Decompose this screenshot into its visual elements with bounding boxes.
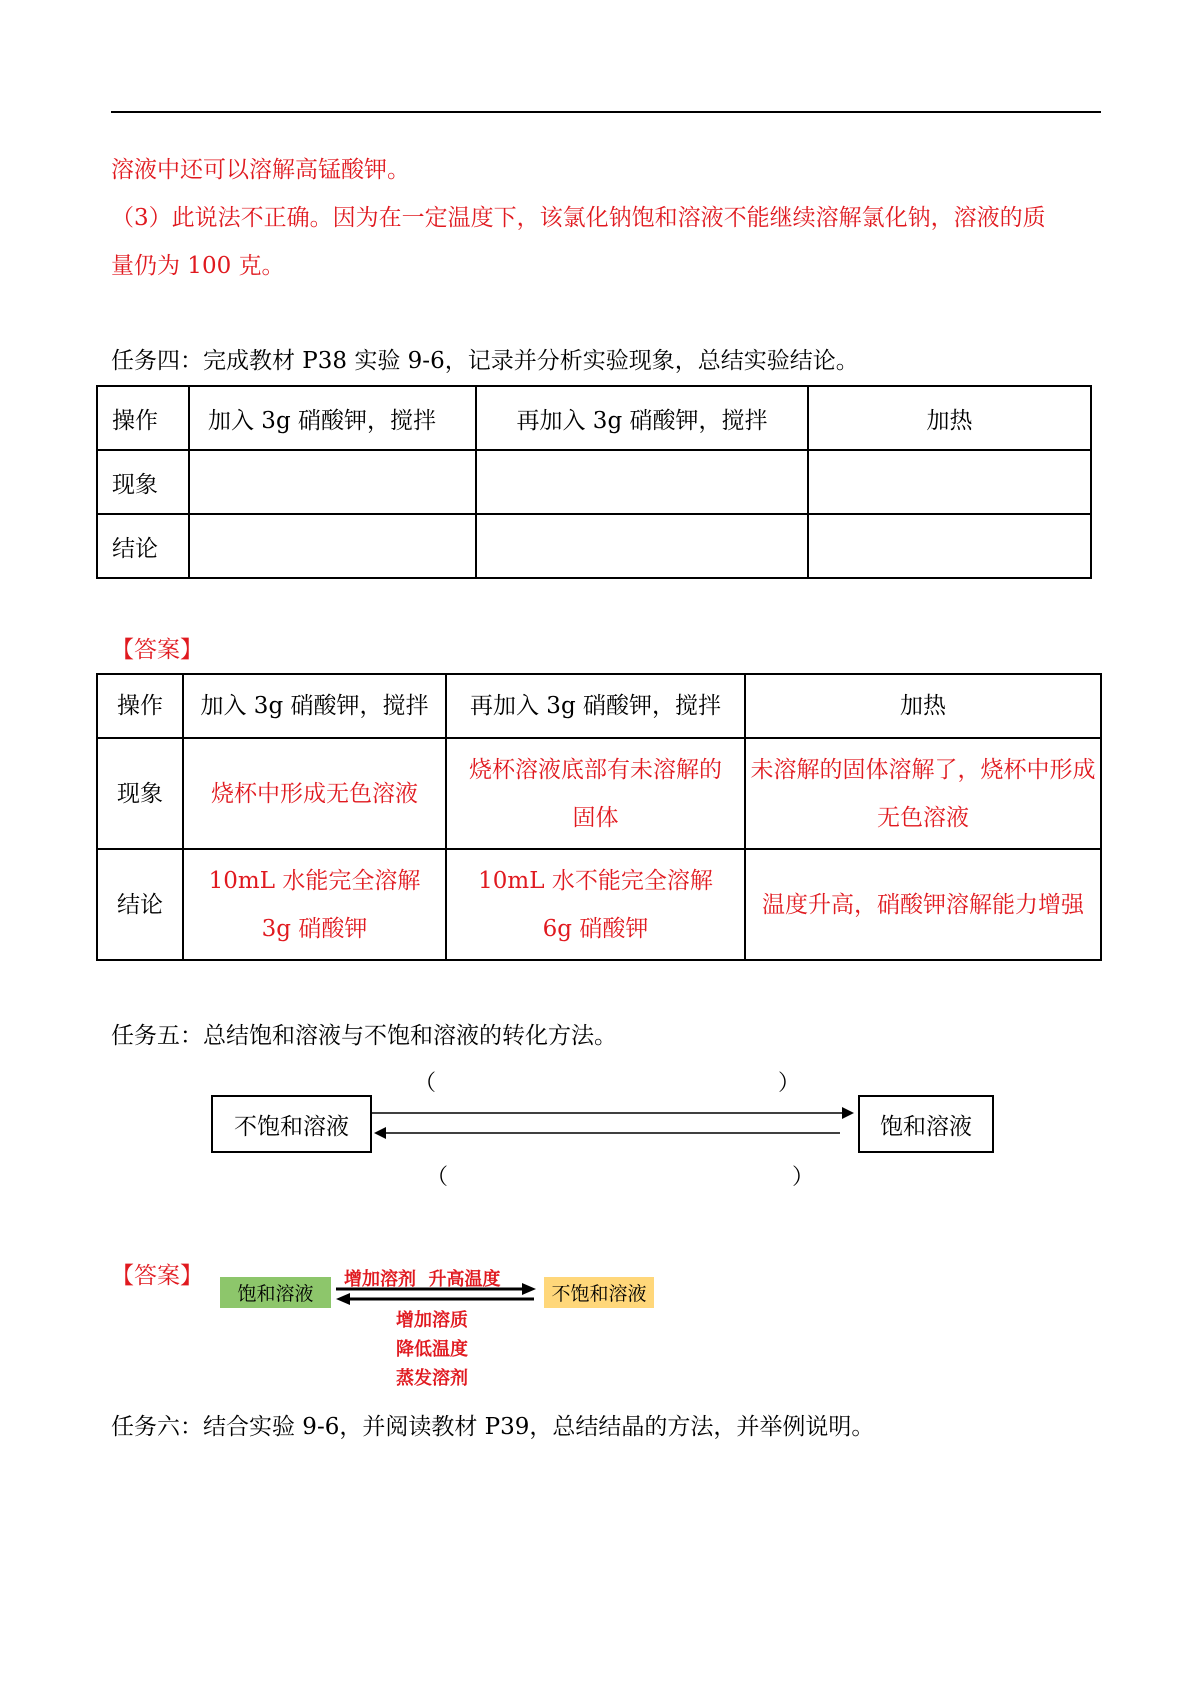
conclusion-cell: 10mL 水不能完全溶解 6g 硝酸钾 [446,849,745,960]
header-cell: 再加入 3g 硝酸钾，搅拌 [476,386,808,450]
intro-line-3: 量仍为 100 克。 [111,253,285,279]
table-row [97,450,1091,514]
answer2-label: 【答案】 [111,1263,203,1289]
blank-cell[interactable] [808,514,1091,578]
table-row [97,386,1091,450]
answer-label: 【答案】 [111,637,203,663]
answer-table [96,673,1102,961]
conclusion-cell: 温度升高，硝酸钾溶解能力增强 [745,849,1101,960]
blank-cell[interactable] [189,450,476,514]
header-cell: 操作 [97,386,189,450]
top-close-paren: ） [778,1071,801,1096]
arrow-left-icon [336,1293,350,1305]
table-row [97,674,1101,738]
blank-cell[interactable] [476,450,808,514]
header-cell: 再加入 3g 硝酸钾，搅拌 [446,674,745,738]
answer-arrows [334,1282,540,1306]
reverse-condition-1: 增加溶质 [396,1310,468,1331]
task5-title: 任务五：总结饱和溶液与不饱和溶液的转化方法。 [111,1023,617,1049]
task4-title: 任务四：完成教材 P38 实验 9-6，记录并分析实验现象，总结实验结论。 [111,348,859,374]
saturated-solution-box: 饱和溶液 [858,1095,994,1153]
conclusion-cell: 10mL 水能完全溶解 3g 硝酸钾 [183,849,446,960]
row-label: 现象 [97,738,183,849]
table-row [97,514,1091,578]
table-row [97,738,1101,849]
row-label: 现象 [97,450,189,514]
phenomenon-cell: 未溶解的固体溶解了，烧杯中形成无色溶液 [745,738,1101,849]
phenomenon-cell: 烧杯溶液底部有未溶解的固体 [446,738,745,849]
task6-title: 任务六：结合实验 9-6，并阅读教材 P39，总结结晶的方法，并举例说明。 [111,1414,875,1440]
header-cell: 加入 3g 硝酸钾，搅拌 [189,386,476,450]
intro-line-2: （3）此说法不正确。因为在一定温度下，该氯化钠饱和溶液不能继续溶解氯化钠，溶液的质 [111,205,1046,231]
unsaturated-box: 不饱和溶液 [544,1277,654,1308]
blank-cell[interactable] [476,514,808,578]
header-cell: 加入 3g 硝酸钾，搅拌 [183,674,446,738]
blank-cell[interactable] [189,514,476,578]
arrow-left-icon [374,1127,386,1139]
header-cell: 加热 [745,674,1101,738]
table-row [97,849,1101,960]
header-cell: 加热 [808,386,1091,450]
row-label: 结论 [97,514,189,578]
header-cell: 操作 [97,674,183,738]
bottom-close-paren: ） [792,1165,815,1190]
header-rule [111,111,1101,113]
top-open-paren: （ [414,1071,437,1096]
arrow-right-icon [522,1283,536,1295]
intro-line-1: 溶液中还可以溶解高锰酸钾。 [111,157,410,183]
task4-table [96,385,1092,579]
forward-conditions: 增加溶剂 升高温度 [344,1269,501,1290]
row-label: 结论 [97,849,183,960]
bottom-open-paren: （ [426,1165,449,1190]
saturated-box: 饱和溶液 [220,1277,331,1308]
conversion-arrows [370,1103,860,1143]
reverse-condition-2: 降低温度 [396,1339,468,1360]
phenomenon-cell: 烧杯中形成无色溶液 [183,738,446,849]
arrow-right-icon [842,1107,854,1119]
blank-cell[interactable] [808,450,1091,514]
reverse-condition-3: 蒸发溶剂 [396,1368,468,1389]
unsaturated-solution-box: 不饱和溶液 [211,1095,372,1153]
